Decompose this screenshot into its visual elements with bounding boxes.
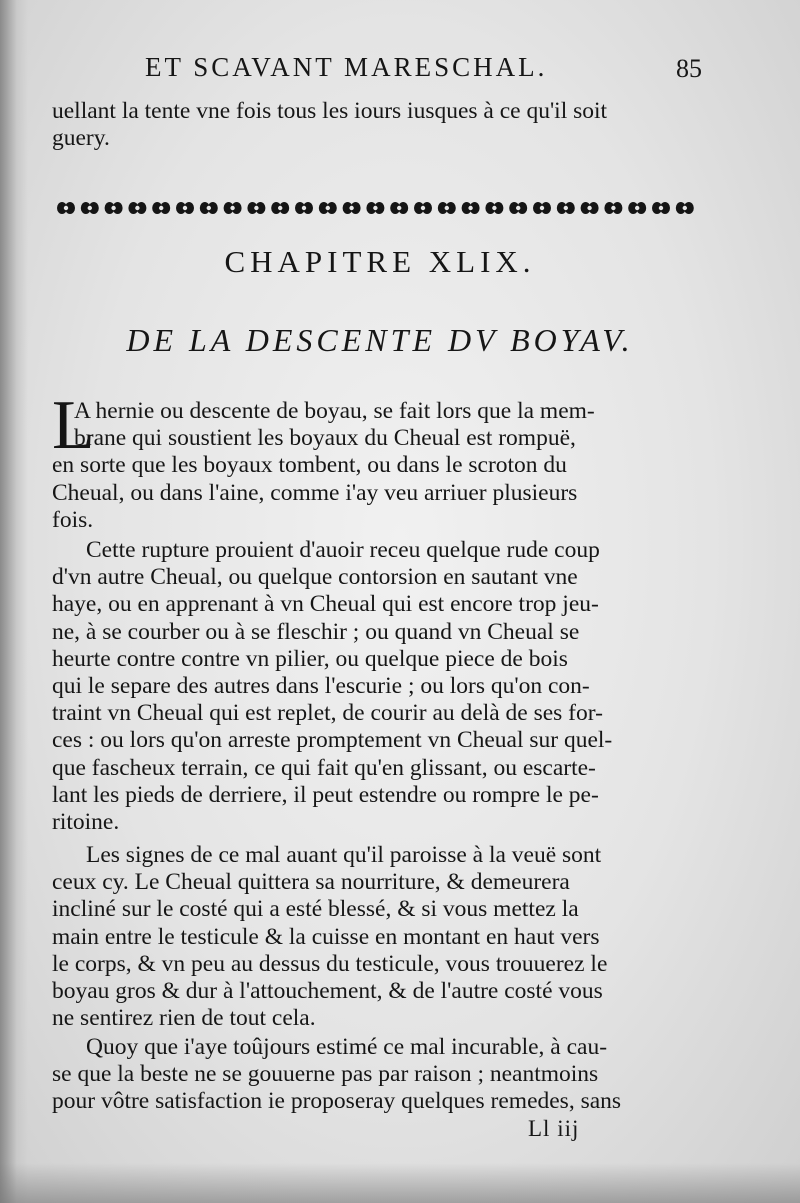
ornament-glyph [105, 202, 123, 214]
text-line: boyau gros & dur à l'attouchement, & de l'autre costé vous [52, 978, 603, 1005]
ornament-glyph [295, 202, 313, 214]
text-line: d'vn autre Cheual, ou quelque contorsion en sautant vne [52, 564, 578, 591]
text-line: heurte contre contre vn pilier, ou quelque piece de bois [52, 645, 568, 672]
text-line: ritoine. [52, 809, 120, 836]
text-line: ces : ou lors qu'on arreste promptement vn Cheual sur quel- [52, 727, 613, 754]
ornament-glyph [128, 202, 146, 214]
ornament-glyph [676, 202, 694, 214]
text-line: Cheual, ou dans l'aine, comme i'ay veu arriuer plusieurs [52, 479, 578, 506]
ornament-glyph [81, 202, 99, 214]
page-number: 85 [676, 54, 702, 83]
text-line: ne, à se courber ou à se fleschir ; ou quand vn Cheual se [52, 618, 580, 645]
bottom-shadow [0, 1163, 800, 1203]
ornament-glyph [485, 202, 503, 214]
text-line: guery. [52, 125, 110, 152]
text-line: traint vn Cheual qui est replet, de courir au delà de ses for- [52, 700, 603, 727]
ornament-glyph [390, 202, 408, 214]
ornament-glyph [581, 202, 599, 214]
text-line: ceux cy. Le Cheual quittera sa nourriture, & demeurera [52, 869, 570, 896]
text-line: Cette rupture prouient d'auoir receu quelque rude coup [86, 537, 600, 563]
ornament-glyph [57, 202, 75, 214]
text-line: uellant la tente vne fois tous les iours iusques à ce qu'il soit [52, 98, 608, 124]
text-line: main entre le testicule & la cuisse en montant en haut vers [52, 923, 600, 950]
ornament-glyph [366, 202, 384, 214]
paragraph-2 [52, 537, 700, 836]
text-line: Les signes de ce mal auant qu'il paroisse à la veuë sont [86, 842, 602, 868]
text-line: brane qui soustient les boyaux du Cheual est rompuë, [74, 425, 576, 452]
text-line: lant les pieds de derriere, il peut estendre ou rompre le pe- [52, 781, 599, 808]
ornament-glyph [509, 202, 527, 214]
text-line: se que la beste ne se gouuerne pas par raison ; neantmoins [52, 1061, 599, 1088]
text-line: qui le separe des autres dans l'escurie ; ou lors qu'on con- [52, 673, 590, 700]
ornament-glyph [247, 202, 265, 214]
section-title: DE LA DESCENTE DV BOYAV. [126, 322, 634, 358]
ornament-glyph [224, 202, 242, 214]
ornament-glyph [462, 202, 480, 214]
ornament-glyph [414, 202, 432, 214]
ornament-glyph [343, 202, 361, 214]
ornament-glyph [152, 202, 170, 214]
running-title: ET SCAVANT MARESCHAL. [145, 52, 548, 82]
text-line: A hernie ou descente de boyau, se fait lors que la mem- [74, 398, 595, 424]
text-line: que fascheux terrain, ce qui fait qu'en glissant, ou escarte- [52, 754, 596, 781]
drop-cap: L [52, 387, 95, 464]
text-line: incliné sur le costé qui a esté blessé, & si vous mettez la [52, 896, 579, 923]
ornament-glyph [319, 202, 337, 214]
chapter-title: CHAPITRE XLIX. [224, 244, 536, 279]
ornament-glyph [438, 202, 456, 214]
continued-text [52, 98, 700, 152]
text-line: le corps, & vn peu au dessus du testicule, vous trouuerez le [52, 950, 608, 977]
text-line: Quoy que i'aye toûjours estimé ce mal incurable, à cau- [86, 1034, 608, 1060]
ornament-glyph [533, 202, 551, 214]
text-line: haye, ou en apprenant à vn Cheual qui est encore trop jeu- [52, 591, 599, 618]
paragraph-3 [52, 842, 700, 1032]
signature-mark: Ll iij [528, 1116, 580, 1141]
gutter-shadow [0, 0, 28, 1203]
paragraph-4 [52, 1034, 700, 1116]
ornament-glyph [176, 202, 194, 214]
text-line: fois. [52, 506, 94, 533]
text-line: pour vôtre satisfaction ie proposeray quelques remedes, sans [52, 1088, 622, 1115]
text-line: en sorte que les boyaux tombent, ou dans le scroton du [52, 452, 567, 479]
ornament-glyph [200, 202, 218, 214]
ornament-glyph [628, 202, 646, 214]
ornament-glyph [604, 202, 622, 214]
paragraph-1 [52, 387, 700, 534]
ornament-glyph [652, 202, 670, 214]
ornament-glyph [557, 202, 575, 214]
ornament-band [56, 196, 700, 220]
text-line: ne sentirez rien de tout cela. [52, 1005, 316, 1032]
running-head [60, 52, 750, 88]
ornament-glyph [271, 202, 289, 214]
